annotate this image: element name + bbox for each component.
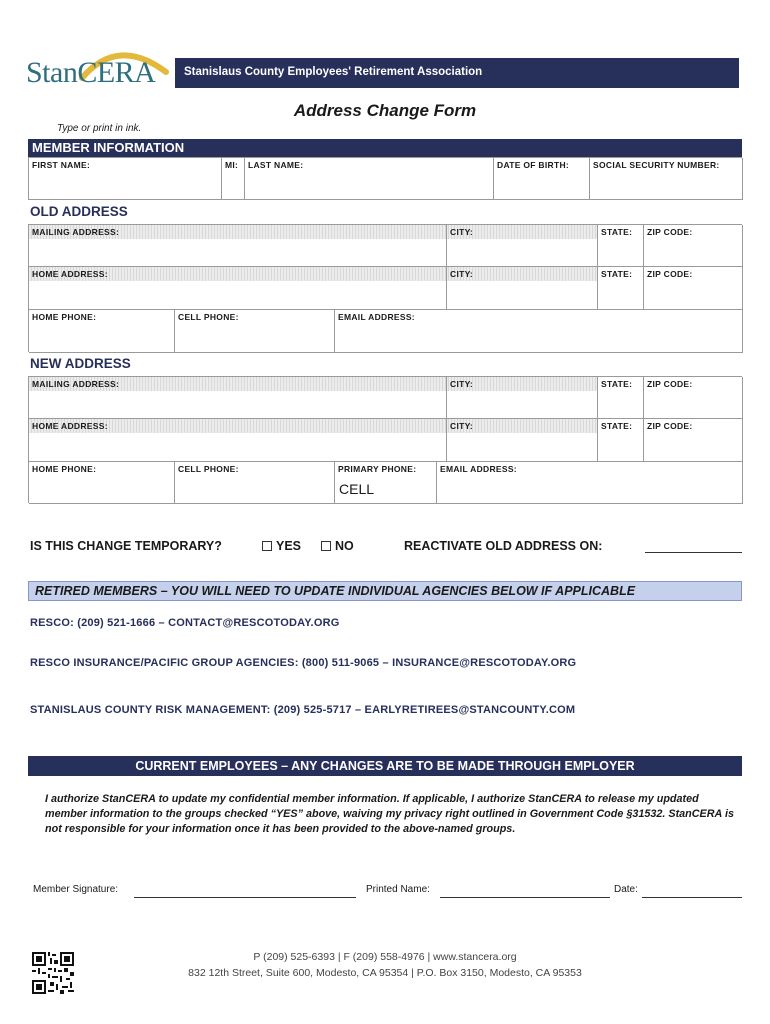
new-primary-phone-value: CELL [339, 481, 375, 497]
old-home-zip-label: ZIP CODE: [647, 269, 693, 279]
old-address-heading: OLD ADDRESS [30, 204, 128, 219]
mi-field[interactable] [222, 158, 245, 200]
member-signature-label: Member Signature: [33, 884, 119, 895]
old-email-label: EMAIL ADDRESS: [338, 312, 415, 322]
ssn-field[interactable] [590, 158, 743, 200]
old-mailing-address-label: MAILING ADDRESS: [32, 227, 120, 237]
mi-label: MI: [225, 160, 239, 170]
no-label: NO [335, 539, 354, 553]
old-home-state-field[interactable] [598, 267, 644, 310]
old-home-state-label: STATE: [601, 269, 633, 279]
ink-note: Type or print in ink. [57, 123, 142, 134]
member-information-heading: MEMBER INFORMATION [28, 139, 742, 157]
old-mailing-address-field[interactable] [29, 225, 447, 267]
new-cell-phone-field[interactable] [175, 462, 335, 504]
yes-checkbox[interactable] [262, 541, 272, 551]
stancera-logo [26, 42, 171, 96]
yes-option[interactable] [262, 539, 301, 553]
new-primary-phone-label: PRIMARY PHONE: [338, 464, 417, 474]
new-address-table [28, 376, 742, 503]
last-name-field[interactable] [245, 158, 494, 200]
new-mailing-address-label: MAILING ADDRESS: [32, 379, 120, 389]
agency-resco-insurance: RESCO INSURANCE/PACIFIC GROUP AGENCIES: (800) 511-9065 – INSURANCE@RESCOTODAY.ORG [30, 657, 577, 669]
old-home-zip-field[interactable] [644, 267, 743, 310]
old-address-table [28, 224, 742, 352]
reactivate-label: REACTIVATE OLD ADDRESS ON: [404, 539, 603, 553]
new-primary-phone-field[interactable] [335, 462, 437, 504]
agency-resco: RESCO: (209) 521-1666 – CONTACT@RESCOTODAY.ORG [30, 617, 340, 629]
new-home-city-field[interactable] [447, 419, 598, 462]
old-home-address-label: HOME ADDRESS: [32, 269, 108, 279]
ssn-label: SOCIAL SECURITY NUMBER: [593, 160, 720, 170]
new-mailing-state-label: STATE: [601, 379, 633, 389]
old-home-address-field[interactable] [29, 267, 447, 310]
new-home-address-field[interactable] [29, 419, 447, 462]
new-home-address-label: HOME ADDRESS: [32, 421, 108, 431]
printed-name-label: Printed Name: [366, 884, 430, 895]
organization-banner: Stanislaus County Employees' Retirement Association [175, 58, 739, 88]
first-name-field[interactable] [29, 158, 222, 200]
date-label: Date: [614, 884, 638, 895]
old-mailing-zip-field[interactable] [644, 225, 743, 267]
temporary-question: IS THIS CHANGE TEMPORARY? [30, 539, 222, 553]
old-mailing-zip-label: ZIP CODE: [647, 227, 693, 237]
old-mailing-city-field[interactable] [447, 225, 598, 267]
form-title: Address Change Form [293, 101, 477, 120]
old-cell-phone-label: CELL PHONE: [178, 312, 239, 322]
agency-risk-management: STANISLAUS COUNTY RISK MANAGEMENT: (209) 525-5717 – EARLYRETIREES@STANCOUNTY.COM [30, 704, 576, 716]
current-employees-heading: CURRENT EMPLOYEES – ANY CHANGES ARE TO BE MADE THROUGH EMPLOYER [28, 756, 742, 776]
new-cell-phone-label: CELL PHONE: [178, 464, 239, 474]
footer-contact: P (209) 525-6393 | F (209) 558-4976 | www.stancera.org [253, 951, 517, 963]
new-home-phone-label: HOME PHONE: [32, 464, 97, 474]
old-home-phone-label: HOME PHONE: [32, 312, 97, 322]
old-home-city-field[interactable] [447, 267, 598, 310]
reactivate-date-field[interactable] [645, 551, 742, 553]
new-mailing-zip-label: ZIP CODE: [647, 379, 693, 389]
last-name-label: LAST NAME: [248, 160, 304, 170]
new-home-city-label: CITY: [450, 421, 474, 431]
new-mailing-zip-field[interactable] [644, 377, 743, 419]
new-mailing-city-field[interactable] [447, 377, 598, 419]
retired-members-heading: RETIRED MEMBERS – YOU WILL NEED TO UPDATE INDIVIDUAL AGENCIES BELOW IF APPLICABLE [28, 581, 742, 601]
no-checkbox[interactable] [321, 541, 331, 551]
member-signature-field[interactable] [134, 896, 356, 898]
new-home-state-label: STATE: [601, 421, 633, 431]
old-mailing-state-field[interactable] [598, 225, 644, 267]
old-home-phone-field[interactable] [29, 310, 175, 353]
new-email-label: EMAIL ADDRESS: [440, 464, 517, 474]
new-mailing-state-field[interactable] [598, 377, 644, 419]
date-of-birth-field[interactable] [494, 158, 590, 200]
authorization-text: I authorize StanCERA to update my confidential member information. If applicable, I authorize StanCERA to release my updated member information to the groups checked “YES” above, waiving my privacy right outlined in Government Code §31532. StanCERA is not responsible for your information once it has been provided to the above-named groups. [45, 793, 734, 835]
date-of-birth-label: DATE OF BIRTH: [497, 160, 570, 170]
old-email-field[interactable] [335, 310, 743, 353]
new-email-field[interactable] [437, 462, 743, 504]
new-home-state-field[interactable] [598, 419, 644, 462]
member-information-table [28, 157, 742, 200]
yes-label: YES [276, 539, 302, 553]
new-home-zip-field[interactable] [644, 419, 743, 462]
logo-text: StanCERA [26, 56, 156, 89]
printed-name-field[interactable] [440, 896, 610, 898]
footer-address: 832 12th Street, Suite 600, Modesto, CA 95354 | P.O. Box 3150, Modesto, CA 95353 [188, 967, 582, 979]
old-home-city-label: CITY: [450, 269, 474, 279]
no-option[interactable] [321, 539, 354, 553]
old-cell-phone-field[interactable] [175, 310, 335, 353]
old-mailing-state-label: STATE: [601, 227, 633, 237]
new-address-heading: NEW ADDRESS [30, 356, 131, 371]
new-home-phone-field[interactable] [29, 462, 175, 504]
date-field[interactable] [642, 896, 742, 898]
new-mailing-address-field[interactable] [29, 377, 447, 419]
new-home-zip-label: ZIP CODE: [647, 421, 693, 431]
first-name-label: FIRST NAME: [32, 160, 91, 170]
old-mailing-city-label: CITY: [450, 227, 474, 237]
new-mailing-city-label: CITY: [450, 379, 474, 389]
